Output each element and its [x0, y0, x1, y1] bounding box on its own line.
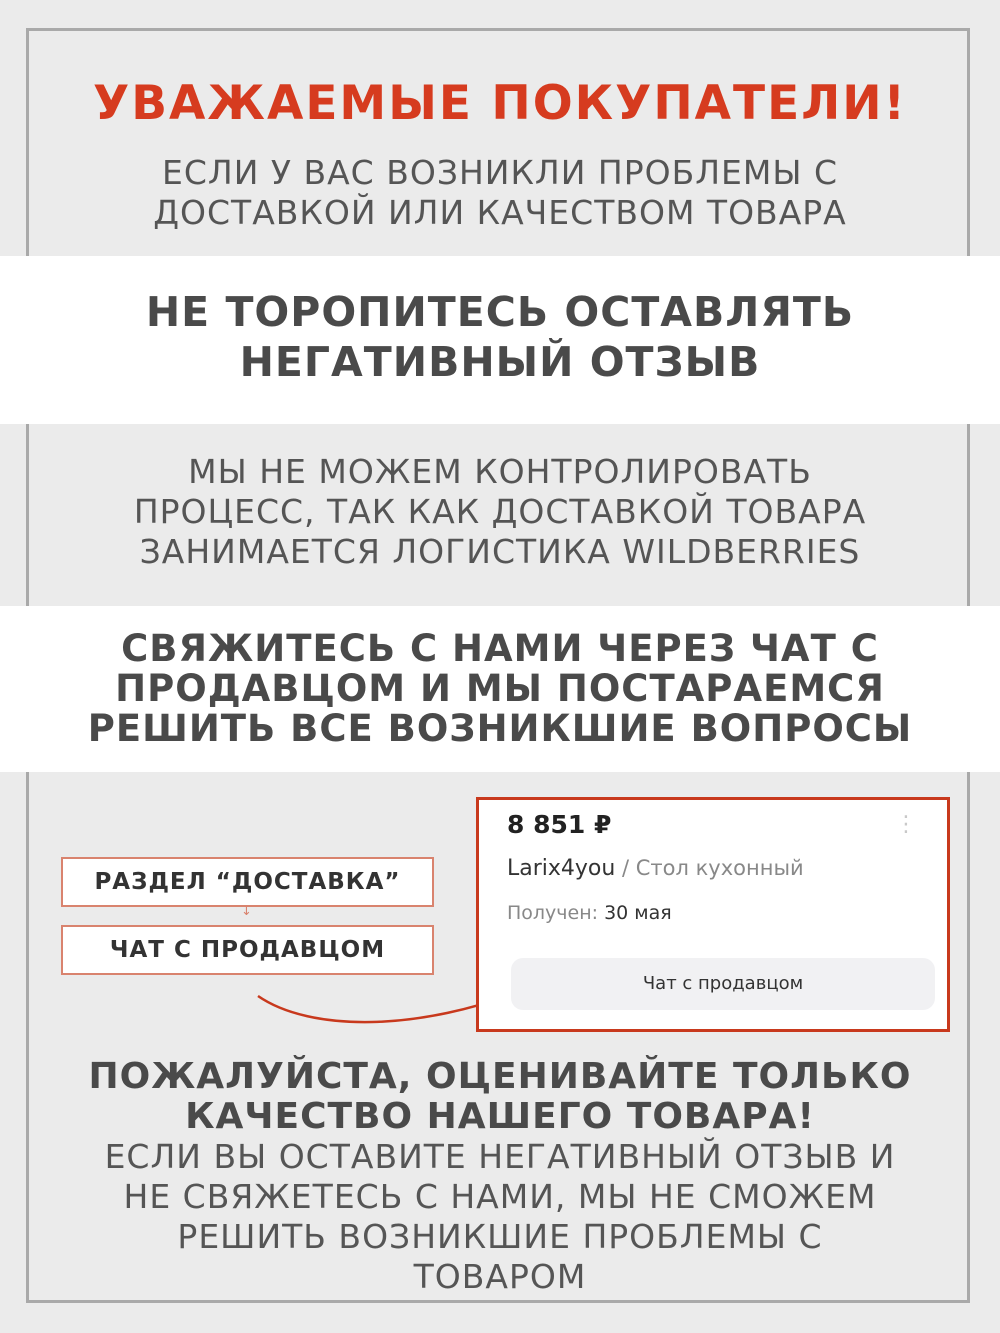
contact-line: СВЯЖИТЕСЬ С НАМИ ЧЕРЕЗ ЧАТ С: [121, 627, 879, 670]
step-seller-chat: ЧАТ С ПРОДАВЦОМ: [61, 925, 434, 975]
contact-line: ПРОДАВЦОМ И МЫ ПОСТАРАЕМСЯ: [115, 667, 885, 710]
intro-line: ДОСТАВКОЙ ИЛИ КАЧЕСТВОМ ТОВАРА: [153, 193, 847, 232]
warning-line: НЕГАТИВНЫЙ ОТЗЫВ: [239, 338, 761, 386]
rating-line: ПОЖАЛУЙСТА, ОЦЕНИВАЙТЕ ТОЛЬКО: [88, 1056, 912, 1097]
closing-line: НЕ СВЯЖЕТЕСЬ С НАМИ, МЫ НЕ СМОЖЕМ: [123, 1177, 877, 1216]
closing-line: ЕСЛИ ВЫ ОСТАВИТЕ НЕГАТИВНЫЙ ОТЗЫВ И: [104, 1137, 896, 1176]
contact-line: РЕШИТЬ ВСЕ ВОЗНИКШИЕ ВОПРОСЫ: [87, 707, 913, 750]
logistics-line: ПРОЦЕСС, ТАК КАК ДОСТАВКОЙ ТОВАРА: [133, 492, 867, 531]
seller-name[interactable]: Larix4you: [507, 856, 616, 881]
order-product-line: [507, 856, 804, 881]
status-label: Получен:: [507, 902, 605, 924]
rating-request: [0, 1057, 1000, 1137]
logistics-line: МЫ НЕ МОЖЕМ КОНТРОЛИРОВАТЬ: [188, 452, 812, 491]
product-name: / Стол кухонный: [615, 856, 804, 880]
intro-text: [0, 153, 1000, 233]
closing-line: РЕШИТЬ ВОЗНИКШИЕ ПРОБЛЕМЫ С: [177, 1217, 823, 1256]
chat-with-seller-button[interactable]: Чат с продавцом: [511, 958, 935, 1010]
contact-banner: [0, 629, 1000, 749]
status-date: 30 мая: [604, 902, 672, 924]
warning-line: НЕ ТОРОПИТЕСЬ ОСТАВЛЯТЬ: [145, 288, 855, 336]
down-arrow-icon: ↓: [241, 904, 252, 919]
order-price: 8 851 ₽: [507, 810, 612, 839]
closing-line: ТОВАРОМ: [413, 1257, 587, 1296]
rating-line: КАЧЕСТВО НАШЕГО ТОВАРА!: [185, 1096, 815, 1137]
intro-line: ЕСЛИ У ВАС ВОЗНИКЛИ ПРОБЛЕМЫ С: [161, 153, 839, 192]
logistics-text: [0, 452, 1000, 572]
main-heading: УВАЖАЕМЫЕ ПОКУПАТЕЛИ!: [92, 76, 907, 131]
closing-text: [0, 1137, 1000, 1297]
logistics-line: ЗАНИМАЕТСЯ ЛОГИСТИКА WILDBERRIES: [139, 532, 861, 571]
order-card: [476, 797, 950, 1032]
warning-banner: [0, 287, 1000, 387]
order-status: [507, 902, 672, 924]
more-options-icon[interactable]: ⋮: [895, 812, 917, 837]
step-delivery-section: РАЗДЕЛ “ДОСТАВКА”: [61, 857, 434, 907]
